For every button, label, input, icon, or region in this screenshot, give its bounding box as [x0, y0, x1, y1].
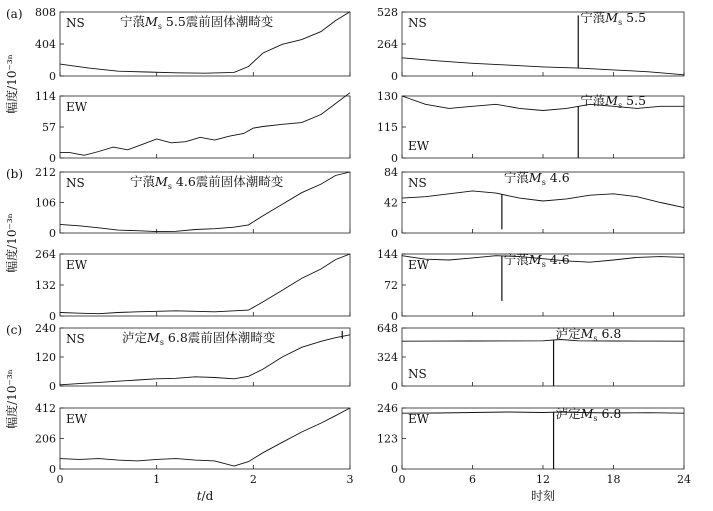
event-annotation-c-right-ew: 泸定$M_s$ 6.8	[555, 406, 622, 423]
y-tick-label-b-right-ew: 72	[384, 279, 398, 292]
panel-title-b-left-ns: 宁蒗$M_s$ 4.6震前固体潮畸变	[130, 174, 284, 191]
x-tick-label-c-right-ew: 12	[536, 473, 550, 486]
component-label-a-right-ew: EW	[408, 139, 430, 153]
x-tick-label-c-left-ew: 1	[153, 473, 161, 486]
component-label-a-left-ew: EW	[66, 100, 88, 114]
component-label-c-right-ns: NS	[408, 367, 427, 381]
y-axis-label-b: 幅度/10⁻³ⁿ	[5, 213, 19, 273]
group-label-b: (b)	[6, 167, 24, 181]
y-tick-label-b-left-ew: 0	[49, 310, 56, 323]
event-annotation-b-right-ns: 宁蒗$M_s$ 4.6	[503, 170, 570, 187]
plot-frame-a-left-ew	[60, 96, 350, 158]
x-tick-label-c-left-ew: 0	[56, 473, 64, 486]
x-tick-label-c-left-ew: 3	[346, 473, 354, 486]
y-tick-label-c-left-ew: 412	[35, 402, 56, 415]
y-tick-label-c-right-ns: 324	[377, 351, 398, 364]
plot-frame-c-right-ew	[402, 408, 684, 469]
x-axis-label-right: 时刻	[530, 489, 556, 503]
y-tick-label-c-right-ew: 246	[377, 402, 398, 415]
y-tick-label-c-left-ns: 240	[35, 322, 56, 335]
y-tick-label-a-right-ns: 528	[377, 6, 398, 19]
y-tick-label-a-left-ns: 0	[49, 70, 56, 83]
trace-c-right-ns	[402, 340, 684, 342]
group-label-a: (a)	[6, 7, 23, 21]
y-tick-label-a-right-ew: 115	[377, 121, 398, 134]
y-tick-label-c-right-ew: 0	[391, 463, 398, 476]
y-tick-label-b-right-ns: 0	[391, 227, 398, 240]
component-label-b-right-ns: NS	[408, 176, 427, 190]
event-annotation-c-right-ns: 泸定$M_s$ 6.8	[555, 326, 622, 343]
y-tick-label-c-right-ns: 0	[391, 380, 398, 393]
y-tick-label-b-right-ns: 84	[384, 166, 398, 179]
event-annotation-b-right-ew: 宁蒗$M_s$ 4.6	[503, 252, 570, 269]
group-label-c: (c)	[6, 323, 23, 337]
y-tick-label-b-right-ns: 42	[384, 196, 398, 210]
y-tick-label-b-right-ew: 0	[391, 310, 398, 323]
trace-b-right-ns	[402, 191, 684, 208]
plot-frame-b-left-ew	[60, 254, 350, 316]
y-tick-label-c-left-ns: 0	[49, 380, 56, 393]
x-tick-label-c-right-ew: 6	[469, 473, 476, 486]
y-tick-label-a-left-ew: 57	[42, 121, 56, 134]
plot-frame-c-left-ew	[60, 408, 350, 469]
trace-c-left-ew	[60, 408, 350, 466]
panel-title-c-left-ns: 泸定$M_s$ 6.8震前固体潮畸变	[122, 330, 276, 347]
y-tick-label-a-right-ns: 264	[377, 38, 398, 51]
x-tick-label-c-left-ew: 2	[249, 473, 257, 486]
y-tick-label-c-left-ew: 206	[35, 432, 56, 446]
component-label-b-right-ew: EW	[408, 258, 430, 272]
y-tick-label-b-left-ew: 132	[35, 279, 56, 292]
y-tick-label-c-left-ns: 120	[35, 351, 56, 364]
trace-b-left-ew	[60, 254, 350, 314]
trace-c-right-ew	[402, 412, 684, 413]
x-tick-label-c-right-ew: 0	[398, 473, 406, 486]
event-annotation-a-right-ew: 宁蒗$M_s$ 5.5	[580, 93, 647, 110]
y-tick-label-a-left-ew: 0	[49, 152, 56, 165]
panel-title-a-left-ns: 宁蒗$M_s$ 5.5震前固体潮畸变	[120, 14, 274, 31]
component-label-c-right-ew: EW	[408, 412, 430, 426]
y-axis-label-a: 幅度/10⁻³ⁿ	[5, 54, 19, 114]
y-tick-label-a-left-ns: 404	[35, 38, 56, 51]
trace-a-left-ew	[60, 93, 350, 156]
component-label-c-left-ew: EW	[66, 412, 88, 426]
y-tick-label-a-right-ns: 0	[391, 70, 398, 83]
y-tick-label-b-left-ns: 212	[35, 166, 56, 179]
y-tick-label-a-left-ew: 114	[35, 90, 56, 103]
component-label-b-left-ew: EW	[66, 258, 88, 272]
y-tick-label-b-left-ns: 106	[35, 196, 56, 210]
plot-frame-c-right-ns	[402, 328, 684, 386]
component-label-a-right-ns: NS	[408, 16, 427, 30]
y-tick-label-c-right-ns: 648	[377, 322, 398, 335]
component-label-c-left-ns: NS	[66, 332, 85, 346]
y-axis-label-c: 幅度/10⁻³ⁿ	[5, 369, 19, 429]
y-tick-label-b-right-ew: 144	[377, 248, 398, 261]
y-tick-label-b-left-ew: 264	[35, 248, 56, 261]
event-annotation-a-right-ns: 宁蒗$M_s$ 5.5	[580, 10, 647, 27]
y-tick-label-c-left-ew: 0	[49, 463, 56, 476]
y-tick-label-c-right-ew: 123	[377, 432, 398, 446]
y-tick-label-a-right-ew: 130	[377, 90, 398, 103]
y-tick-label-a-left-ns: 808	[35, 6, 56, 19]
y-tick-label-a-right-ew: 0	[391, 152, 398, 165]
component-label-b-left-ns: NS	[66, 176, 85, 190]
x-axis-label-left: t/d	[196, 489, 214, 503]
x-tick-label-c-right-ew: 18	[606, 473, 621, 486]
x-tick-label-c-right-ew: 24	[677, 473, 691, 486]
component-label-a-left-ns: NS	[66, 16, 85, 30]
y-tick-label-b-left-ns: 0	[49, 227, 56, 240]
